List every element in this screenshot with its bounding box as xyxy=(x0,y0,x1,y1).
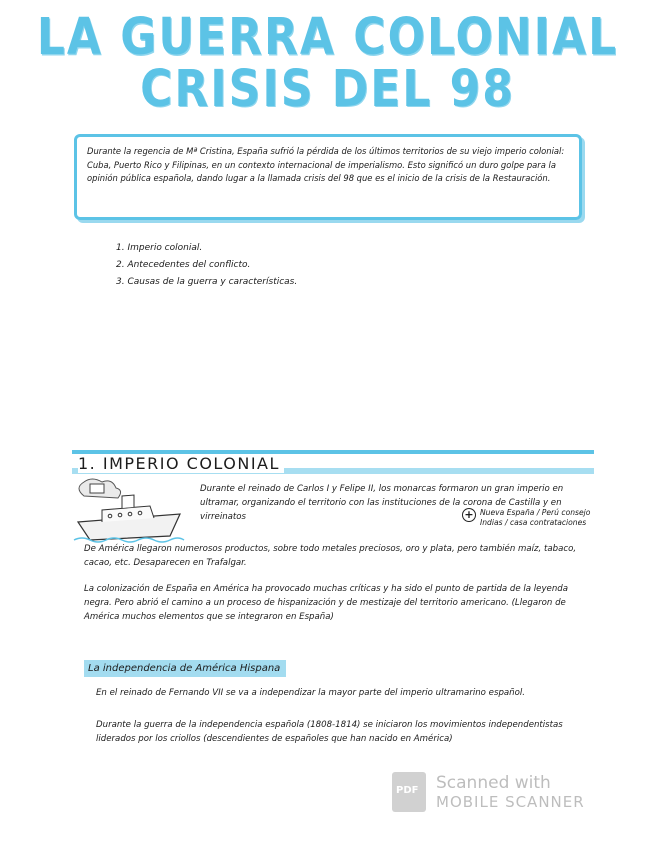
index-list xyxy=(116,240,297,291)
index-item: 1. Imperio colonial. xyxy=(116,243,203,253)
intro-box xyxy=(74,134,582,220)
pdf-badge: PDF xyxy=(396,785,419,796)
title-line-2: CRISIS DEL 98 xyxy=(140,60,515,119)
side-note-text: Nueva España / Perú consejo Indias / casa contrataciones xyxy=(480,508,591,527)
watermark-line-1: Scanned with xyxy=(436,773,551,793)
pdf-icon xyxy=(392,772,426,812)
watermark-line-2: MOBILE SCANNER xyxy=(436,793,585,811)
section1-paragraph-2: De América llegaron numerosos productos, sobre todo metales preciosos, oro y plata, pero también maíz, tabaco, cacao, etc. Desaparecen en Trafalgar. xyxy=(84,544,577,568)
section1-paragraph-3: La colonización de España en América ha provocado muchas críticas y ha sido el punto de partida de la leyenda negra. Pero abrió el camino a un proceso de hispanización y de mestizaje del territorio americano. (Llegaron de América muchos elementos que se integraron en España) xyxy=(84,584,569,622)
scanner-watermark xyxy=(392,772,585,812)
index-item: 3. Causas de la guerra y características. xyxy=(116,277,298,287)
ship-icon xyxy=(70,478,188,544)
title-line-1: LA GUERRA COLONIAL xyxy=(36,8,619,67)
section-heading xyxy=(72,450,594,476)
subsection-paragraph-2: Durante la guerra de la independencia española (1808-1814) se iniciaron los movimientos independentistas liderados por los criollos (descendientes de españoles que han nacido en América) xyxy=(96,720,563,744)
plus-icon: + xyxy=(462,508,476,522)
intro-text: Durante la regencia de Mª Cristina, España sufrió la pérdida de los últimos territorios de su viejo imperio colonial: Cuba, Puerto Rico y Filipinas, en un contexto internacional de imperialismo. Esto significó un duro golpe para la opinión pública española, dando lugar a la llamada crisis del 98 que es el inicio de la crisis de la Restauración. xyxy=(87,146,565,183)
section1-paragraph-1: Durante el reinado de Carlos I y Felipe II, los monarcas formaron un gran imperio en ultramar, organizando el territorio con las instituciones de la corona de Castilla y en virreinatos xyxy=(200,484,564,522)
index-item: 2. Antecedentes del conflicto. xyxy=(116,260,251,270)
section-title: 1. IMPERIO COLONIAL xyxy=(78,454,284,473)
side-note xyxy=(462,508,600,528)
subsection-paragraph-1: En el reinado de Fernando VII se va a independizar la mayor parte del imperio ultramarino español. xyxy=(96,688,525,698)
subsection-heading: La independencia de América Hispana xyxy=(84,660,286,677)
